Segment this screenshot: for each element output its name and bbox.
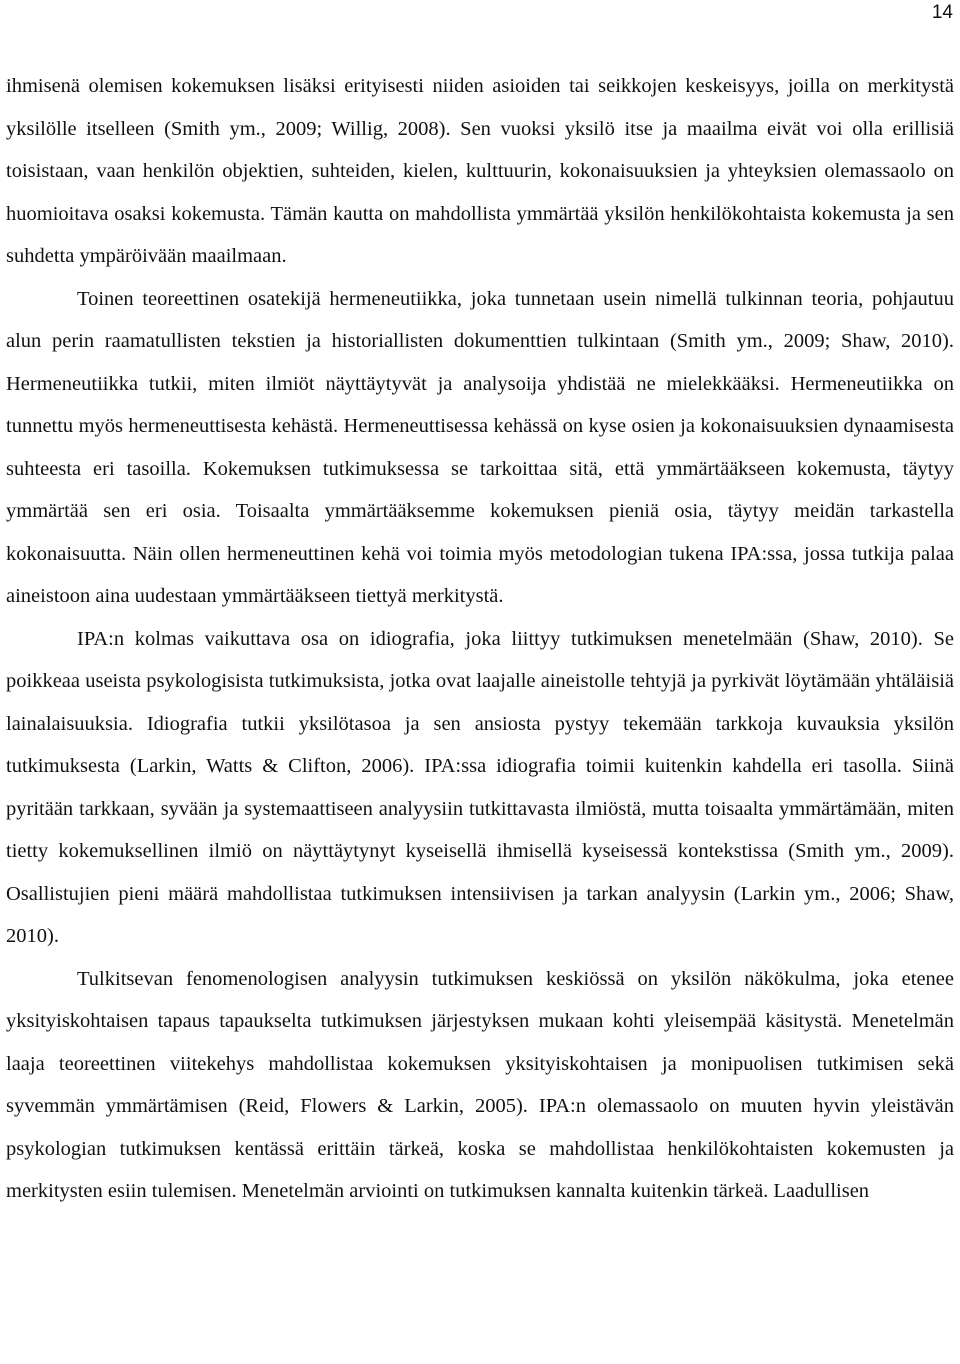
- paragraph-1: ihmisenä olemisen kokemuksen lisäksi erityisesti niiden asioiden tai seikkojen keskeisyys, joilla on merkitystä yksilölle itselleen (Smith ym., 2009; Willig, 2008). Sen vuoksi yksilö itse ja maailma eivät voi olla erillisiä toisistaan, vaan henkilön objektien, suhteiden, kielen, kulttuurin, kokonaisuuksien ja yhteyksien olemassaolo on huomioitava osaksi kokemusta. Tämän kautta on mahdollista ymmärtää yksilön henkilökohtaista kokemusta ja sen suhdetta ympäröivään maailmaan.: [6, 75, 954, 267]
- paragraph-2: Toinen teoreettinen osatekijä hermeneutiikka, joka tunnetaan usein nimellä tulkinnan teoria, pohjautuu alun perin raamatullisten tekstien ja historiallisten dokumenttien tulkintaan (Smith ym., 2009; Shaw, 2010). Hermeneutiikka tutkii, miten ilmiöt näyttäytyvät ja analysoija yhdistää ne mielekkääksi. Hermeneutiikka on tunnettu myös hermeneuttisesta kehästä. Hermeneuttisessa kehässä on kyse osien ja kokonaisuuksien dynaamisesta suhteesta eri tasoilla. Kokemuksen tutkimuksessa se tarkoittaa sitä, että ymmärtääkseen kokemusta, täytyy ymmärtää sen eri osia. Toisaalta ymmärtääksemme kokemuksen pieniä osia, täytyy meidän tarkastella kokonaisuutta. Näin ollen hermeneuttinen kehä voi toimia myös metodologian tukena IPA:ssa, jossa tutkija palaa aineistoon aina uudestaan ymmärtääkseen tiettyä merkitystä.: [6, 287, 954, 607]
- page-number: 14: [931, 2, 953, 23]
- paragraph-3: IPA:n kolmas vaikuttava osa on idiografia, joka liittyy tutkimuksen menetelmään (Shaw, 2010). Se poikkeaa useista psykologisista tutkimuksista, jotka ovat laajalle aineistolle tehtyjä ja pyrkivät löytämään yhtäläisiä lainalaisuuksia. Idiografia tutkii yksilötasoa ja sen ansiosta pystyy tekemään tarkkoja kuvauksia yksilön tutkimuksesta (Larkin, Watts & Clifton, 2006). IPA:ssa idiografia toimii kuitenkin kahdella eri tasolla. Siinä pyritään tarkkaan, syvään ja systemaattiseen analyysiin tutkittavasta ilmiöstä, mutta toisaalta ymmärtämään, miten tietty kokemuksellinen ilmiö on näyttäytynyt kyseisellä ihmisellä kyseisessä kontekstissa (Smith ym., 2009). Osallistujien pieni määrä mahdollistaa tutkimuksen intensiivisen ja tarkan analyysin (Larkin ym., 2006; Shaw, 2010).: [6, 627, 954, 947]
- paragraph-4: Tulkitsevan fenomenologisen analyysin tutkimuksen keskiössä on yksilön näkökulma, joka etenee yksityiskohtaisen tapaus tapaukselta tutkimuksen järjestyksen mukaan kohti yleisempää käsitystä. Menetelmän laaja teoreettinen viitekehys mahdollistaa kokemuksen yksityiskohtaisen ja monipuolisen tutkimisen sekä syvemmän ymmärtämisen (Reid, Flowers & Larkin, 2005). IPA:n olemassaolo on muuten hyvin yleistävän psykologian tutkimuksen kentässä erittäin tärkeä, koska se mahdollistaa henkilökohtaisten kokemusten ja merkitysten esiin tulemisen. Menetelmän arviointi on tutkimuksen kannalta kuitenkin tärkeä. Laadullisen: [6, 967, 954, 1202]
- body-text: [6, 65, 954, 1213]
